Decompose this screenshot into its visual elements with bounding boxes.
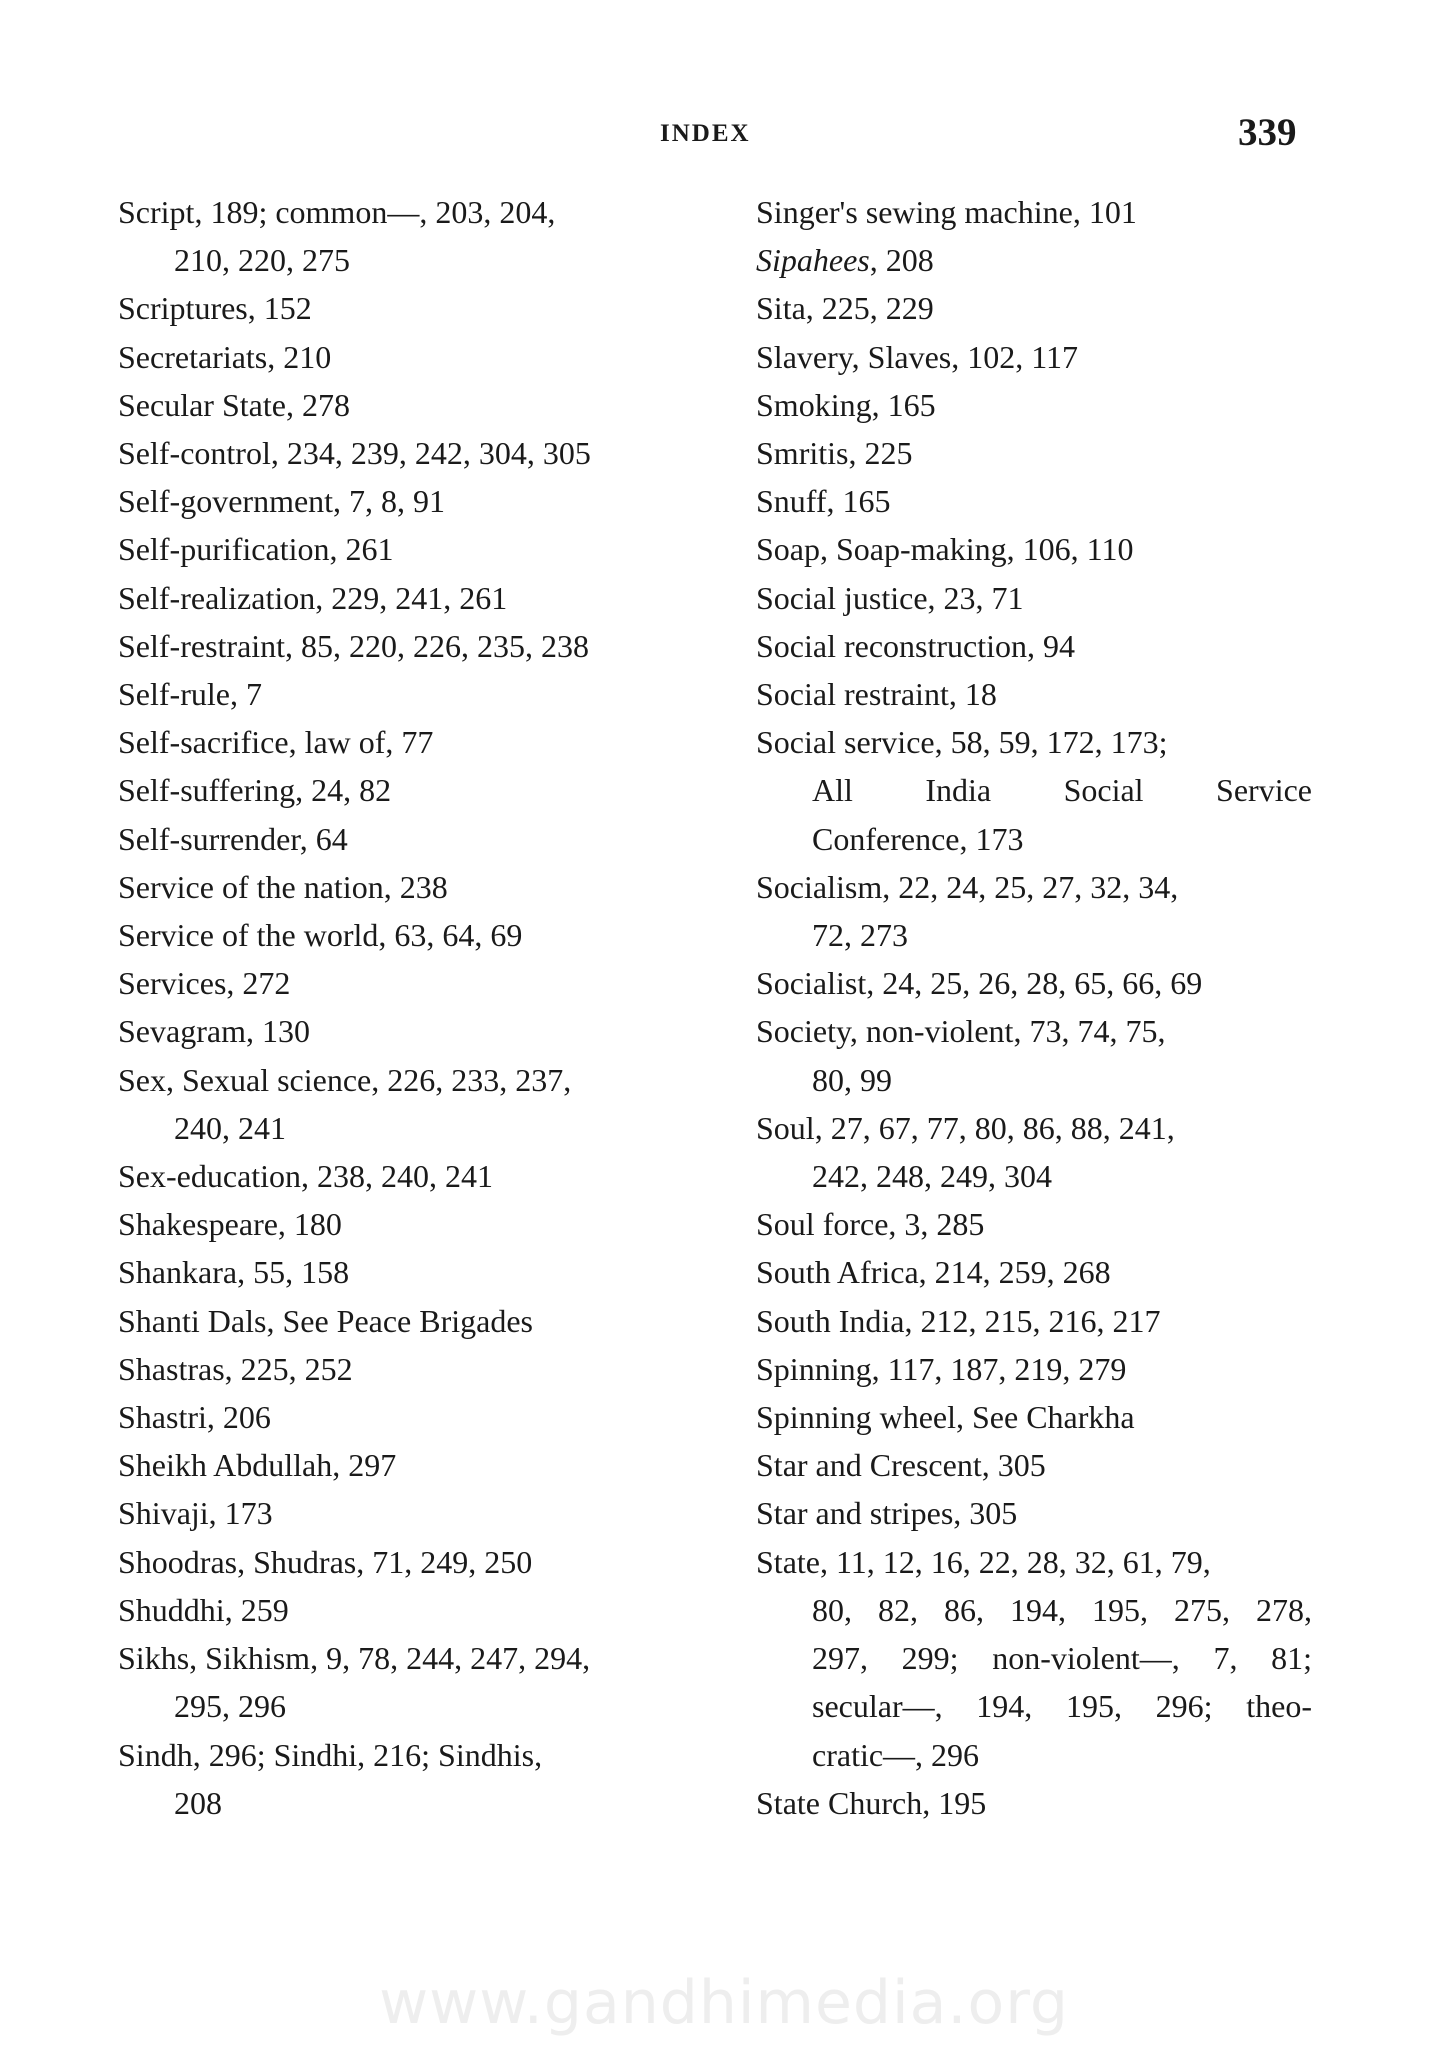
index-entry-heading-line: Soul, 27, 67, 77, 80, 86, 88, 241, — [756, 1109, 1175, 1146]
index-entry — [118, 188, 678, 284]
index-entry-continuation-line: 242, 248, 249, 304 — [812, 1158, 1052, 1195]
index-entry — [756, 1345, 1312, 1393]
index-entry — [118, 284, 678, 332]
index-entry — [118, 381, 678, 429]
index-entry-heading-line: Shastras, 225, 252 — [118, 1350, 353, 1387]
index-entry-heading-line: Shivaji, 173 — [118, 1495, 273, 1532]
index-entry — [756, 381, 1312, 429]
index-entry — [756, 1297, 1312, 1345]
index-entry-heading-line: Services, 272 — [118, 965, 291, 1002]
index-entry-heading-line: Sheikh Abdullah, 297 — [118, 1447, 397, 1484]
index-entry-heading-line: Soul force, 3, 285 — [756, 1206, 985, 1243]
index-entry-heading-line: Self-surrender, 64 — [118, 820, 348, 857]
index-entry-heading-line: Social restraint, 18 — [756, 676, 997, 713]
index-entry-heading-line: Sex-education, 238, 240, 241 — [118, 1158, 494, 1195]
index-entry-heading-line: Script, 189; common—, 203, 204, — [118, 194, 556, 230]
page-header — [0, 112, 1448, 162]
index-entry-heading-line: Sita, 225, 229 — [756, 290, 934, 327]
index-entry — [756, 525, 1312, 573]
index-entry-heading-line: Spinning, 117, 187, 219, 279 — [756, 1350, 1127, 1387]
index-entry-heading-line: Self-restraint, 85, 220, 226, 235, 238 — [118, 627, 590, 664]
index-entry — [756, 1393, 1312, 1441]
index-entry-continuation-line: secular—, 194, 195, 296; theo- — [812, 1688, 1312, 1725]
index-entry-heading-line: Soap, Soap-making, 106, 110 — [756, 531, 1134, 568]
index-entry — [118, 1345, 678, 1393]
index-entry-continuation-line: 72, 273 — [812, 917, 908, 954]
index-entry — [118, 525, 678, 573]
index-entry-continuation-line: 295, 296 — [174, 1688, 286, 1725]
index-entry-heading-line: Singer's sewing machine, 101 — [756, 194, 1137, 230]
index-entry-heading-line: Self-realization, 229, 241, 261 — [118, 579, 508, 616]
index-entry — [118, 670, 678, 718]
index-entry-heading-line: State Church, 195 — [756, 1784, 987, 1821]
index-entry — [118, 911, 678, 959]
index-entry-continuation-line: 297, 299; non-violent—, 7, 81; — [812, 1640, 1312, 1677]
index-entry-heading-line: Star and Crescent, 305 — [756, 1447, 1046, 1484]
index-entry — [756, 429, 1312, 477]
index-entry — [118, 574, 678, 622]
index-entry-heading-line: Shakespeare, 180 — [118, 1206, 342, 1243]
index-entry-pages: , 208 — [869, 242, 934, 279]
index-entry — [756, 1200, 1312, 1248]
index-entry — [118, 1056, 678, 1152]
index-column-right — [756, 188, 1312, 1827]
index-entry — [756, 1538, 1312, 1779]
index-entry — [756, 1248, 1312, 1296]
index-entry — [756, 718, 1312, 863]
index-entry-heading-line: Secretariats, 210 — [118, 338, 332, 375]
index-entry — [118, 622, 678, 670]
index-entry-heading-line: Snuff, 165 — [756, 483, 891, 520]
index-entry — [118, 766, 678, 814]
index-entry-heading-line: Scriptures, 152 — [118, 290, 312, 327]
index-entry — [756, 1441, 1312, 1489]
index-entry-heading-line: South Africa, 214, 259, 268 — [756, 1254, 1111, 1291]
index-entry — [756, 477, 1312, 525]
index-entry-heading-line: Social reconstruction, 94 — [756, 627, 1076, 664]
index-entry — [756, 1489, 1312, 1537]
watermark: www.gandhimedia.org — [379, 1968, 1069, 2038]
index-entry-heading-line: Shankara, 55, 158 — [118, 1254, 350, 1291]
index-entry — [756, 1104, 1312, 1200]
index-entry — [118, 1393, 678, 1441]
index-entry-heading-line: Self-suffering, 24, 82 — [118, 772, 392, 809]
index-entry — [756, 574, 1312, 622]
index-entry-heading-line: Shastri, 206 — [118, 1399, 271, 1436]
index-entry-heading-line: Shuddhi, 259 — [118, 1591, 289, 1628]
index-entry-heading-line: Society, non-violent, 73, 74, 75, — [756, 1013, 1166, 1050]
index-entry — [756, 863, 1312, 959]
index-entry-heading-line: Sevagram, 130 — [118, 1013, 310, 1050]
index-entry-heading-line: Self-government, 7, 8, 91 — [118, 483, 446, 520]
index-entry — [118, 1007, 678, 1055]
index-entry-heading-line: Smritis, 225 — [756, 435, 913, 472]
index-entry — [756, 959, 1312, 1007]
index-entry-heading-line: Social justice, 23, 71 — [756, 579, 1024, 616]
index-entry-continuation-line: 208 — [174, 1784, 222, 1821]
index-entry — [118, 429, 678, 477]
index-entry-heading-line: Self-sacrifice, law of, 77 — [118, 724, 434, 761]
index-entry — [756, 622, 1312, 670]
index-entry — [118, 718, 678, 766]
index-entry — [118, 1248, 678, 1296]
index-entry-heading-line: Service of the nation, 238 — [118, 868, 448, 905]
index-entry — [118, 1489, 678, 1537]
index-entry — [118, 1731, 678, 1827]
index-entry-continuation-line: 210, 220, 275 — [174, 242, 350, 279]
index-entry-heading-line: Social service, 58, 59, 172, 173; — [756, 724, 1168, 761]
index-entry-heading-line: Sex, Sexual science, 226, 233, 237, — [118, 1061, 572, 1098]
index-entry-heading-line: Star and stripes, 305 — [756, 1495, 1018, 1532]
index-entry — [118, 333, 678, 381]
index-entry-continuation-line: 80, 82, 86, 194, 195, 275, 278, — [812, 1591, 1312, 1628]
index-entry-heading-line: Slavery, Slaves, 102, 117 — [756, 338, 1079, 375]
index-entry — [756, 1007, 1312, 1103]
index-term-italic: Sipahees — [756, 242, 870, 279]
index-entry — [756, 333, 1312, 381]
index-entry — [118, 1297, 678, 1345]
index-entry — [118, 1441, 678, 1489]
index-entry-heading-line: Socialist, 24, 25, 26, 28, 65, 66, 69 — [756, 965, 1203, 1002]
index-entry-heading-line: Self-purification, 261 — [118, 531, 394, 568]
index-entry-heading-line: Spinning wheel, See Charkha — [756, 1399, 1135, 1436]
index-entry-continuation-line: Conference, 173 — [812, 820, 1024, 857]
index-entry — [756, 284, 1312, 332]
index-entry — [118, 959, 678, 1007]
index-entry — [118, 1538, 678, 1586]
index-entry-heading-line: Service of the world, 63, 64, 69 — [118, 917, 523, 954]
index-entry — [756, 1779, 1312, 1827]
index-entry-heading-line: South India, 212, 215, 216, 217 — [756, 1302, 1161, 1339]
index-entry — [118, 863, 678, 911]
index-entry-heading-line: Socialism, 22, 24, 25, 27, 32, 34, — [756, 868, 1179, 905]
index-entry — [118, 1200, 678, 1248]
index-entry-continuation-line: cratic—, 296 — [812, 1736, 980, 1773]
index-entry-heading-line: Shoodras, Shudras, 71, 249, 250 — [118, 1543, 533, 1580]
index-entry-continuation-line: 80, 99 — [812, 1061, 892, 1098]
index-entry-heading-line: Shanti Dals, See Peace Brigades — [118, 1302, 533, 1339]
index-entry — [756, 188, 1312, 236]
index-entry — [756, 670, 1312, 718]
index-entry-continuation-line: All India Social Service — [812, 772, 1312, 809]
index-entry — [118, 815, 678, 863]
index-entry — [756, 236, 1312, 284]
index-entry-heading-line: Self-control, 234, 239, 242, 304, 305 — [118, 435, 591, 472]
index-entry-heading-line: Smoking, 165 — [756, 386, 936, 423]
index-entry-heading-line: Self-rule, 7 — [118, 676, 262, 713]
page-number: 339 — [1238, 111, 1297, 154]
index-entry-heading-line: Sikhs, Sikhism, 9, 78, 244, 247, 294, — [118, 1640, 591, 1677]
index-entry-heading-line: State, 11, 12, 16, 22, 28, 32, 61, 79, — [756, 1543, 1211, 1580]
index-entry-heading-line — [756, 236, 1312, 284]
index-entry — [118, 1152, 678, 1200]
index-entry — [118, 1586, 678, 1634]
index-column-left — [118, 188, 678, 1827]
index-entry-continuation-line: 240, 241 — [174, 1109, 286, 1146]
index-entry — [118, 1634, 678, 1730]
index-entry-heading-line: Sindh, 296; Sindhi, 216; Sindhis, — [118, 1736, 543, 1773]
running-head: INDEX — [660, 120, 751, 147]
index-entry-heading-line: Secular State, 278 — [118, 386, 350, 423]
index-entry — [118, 477, 678, 525]
